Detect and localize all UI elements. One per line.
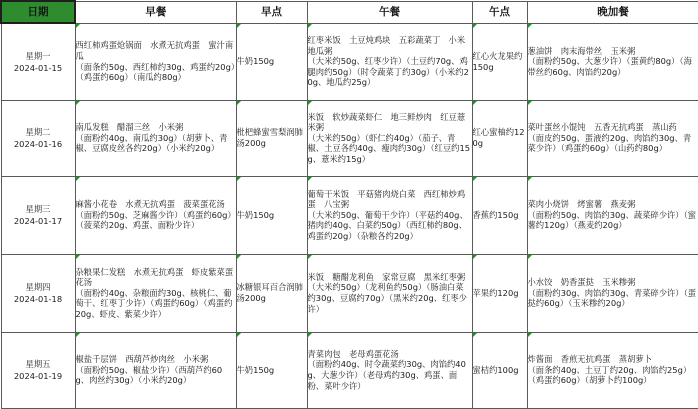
cell-text: 红枣米饭 土豆炖鸡块 五彩蔬菜丁 小米地瓜粥 （大米约50g、红枣少许）（土豆约70g、鸡腿肉约50g）（时令蔬菜丁约30g）（小米约20g、地瓜约25g） [308,35,472,88]
cell-comment-marker [237,255,241,259]
cell-comment-marker [76,255,80,259]
cell-comment-marker [473,333,477,337]
lunch-cell[interactable] [307,23,472,100]
cell-comment-marker [308,255,312,259]
cell-text: 苹果约120g [473,288,527,299]
cell-text: 牛奶150g [237,365,307,376]
header-lunch[interactable]: 午餐 [307,1,472,23]
afternoon-snack-cell[interactable] [472,23,527,100]
cell-comment-marker [308,177,312,181]
cell-comment-marker [237,333,241,337]
date-label: 2024-01-18 [2,293,75,305]
weekday-label: 星期二 [2,126,75,138]
cell-comment-marker [308,24,312,28]
morning-snack-cell[interactable] [236,23,307,100]
dinner-cell[interactable] [527,23,698,100]
date-cell[interactable] [1,332,75,408]
morning-snack-cell[interactable] [236,100,307,176]
cell-comment-marker [528,24,532,28]
afternoon-snack-cell[interactable] [472,176,527,254]
cell-text: 椒盐千层饼 西葫芦炒肉丝 小米粥 （面粉约50g、椒盐少许）（西葫芦约60g、肉丝约30g）（小米约20g） [76,354,236,386]
cell-text: 菜叶蛋丝小馄饨 五香无抗鸡蛋 蒸山药 （面皮约50g、蛋液约20g、肉馅约30g、青菜少许）（鸡蛋约60g）（山药约80g） [528,122,698,154]
cell-text: 蜜桔约100g [473,365,527,376]
date-cell[interactable] [1,23,75,100]
date-cell[interactable] [1,176,75,254]
cell-text: 牛奶150g [237,210,307,221]
cell-text: 青菜肉包 老母鸡蛋花汤 （面粉约40g、时令蔬菜约30g、肉馅约40g、大葱少许）（老母鸡约30g、鸡蛋、面粉、菜叶少许） [308,349,472,391]
afternoon-snack-cell[interactable] [472,100,527,176]
cell-text: 红心蜜柚约120g [473,127,527,148]
date-label: 2024-01-19 [2,370,75,382]
lunch-cell[interactable] [307,254,472,332]
date-label: 2024-01-17 [2,215,75,227]
morning-snack-cell[interactable] [236,176,307,254]
weekday-label: 星期三 [2,203,75,215]
dinner-cell[interactable] [527,254,698,332]
cell-text: 牛奶150g [237,56,307,67]
cell-text: 冰糖银耳百合润肺汤200g [237,282,307,303]
cell-comment-marker [308,333,312,337]
weekday-label: 星期一 [2,50,75,62]
breakfast-cell[interactable] [75,332,236,408]
cell-text: 西红柿鸡蛋炝锅面 水煮无抗鸡蛋 蜜汁南瓜 （面条约50g、西红柿约30g、鸡蛋约20g）（鸡蛋约60g）（南瓜约80g） [76,40,236,82]
cell-text: 菜肉小烧饼 烤蜜薯 燕麦粥 （面粉约50g、肉馅约30g、蔬菜碎少许）（蜜薯约120g）（燕麦约20g） [528,199,698,231]
weekday-label: 星期五 [2,358,75,370]
date-label: 2024-01-15 [2,62,75,74]
cell-text: 小水饺 奶香蛋挞 玉米糁粥 （面粉约30g、肉馅约30g、青菜碎少许）（蛋挞约60g）（玉米糁约20g） [528,277,698,309]
cell-text: 葡萄干米饭 平菇猪肉烧白菜 西红柿炒鸡蛋 八宝粥 （大米约50g、葡萄干少许）（平菇约40g、猪肉约40g、白菜约50g）（西红柿约80g、鸡蛋约20g）（杂粮各约20g） [308,189,472,242]
cell-comment-marker [473,177,477,181]
cell-comment-marker [528,177,532,181]
cell-comment-marker [473,24,477,28]
header-morning-snack[interactable]: 早点 [236,1,307,23]
morning-snack-cell[interactable] [236,254,307,332]
breakfast-cell[interactable] [75,100,236,176]
cell-text: 枇杷蜂蜜雪梨润肺汤200g [237,127,307,148]
afternoon-snack-cell[interactable] [472,254,527,332]
dinner-cell[interactable] [527,100,698,176]
cell-comment-marker [237,101,241,105]
breakfast-cell[interactable] [75,254,236,332]
dinner-cell[interactable] [527,176,698,254]
cell-text: 炸酱面 香煎无抗鸡蛋 蒸胡萝卜 （面条约40g、土豆丁约20g、肉馅约25g）（鸡蛋约60g）（胡萝卜约100g） [528,354,698,386]
table-row [1,23,698,100]
cell-comment-marker [528,101,532,105]
cell-comment-marker [76,177,80,181]
lunch-cell[interactable] [307,176,472,254]
cell-text: 香蕉约150g [473,210,527,221]
date-label: 2024-01-16 [2,138,75,150]
date-cell[interactable] [1,254,75,332]
header-row [1,1,698,23]
header-date[interactable]: 日期 [1,1,75,23]
lunch-cell[interactable] [307,100,472,176]
header-breakfast[interactable]: 早餐 [75,1,236,23]
header-afternoon-snack[interactable]: 午点 [472,1,527,23]
table-row [1,254,698,332]
cell-text: 米饭 软炒蔬菜虾仁 地三鲜炒肉 红豆薏米粥 （大米约50g）（虾仁约40g）（茄子、青椒、土豆各约40g、瘦肉约30g）（红豆约15g、薏米约15g） [308,112,472,165]
cell-comment-marker [237,24,241,28]
date-cell[interactable] [1,100,75,176]
dinner-cell[interactable] [527,332,698,408]
cell-comment-marker [528,255,532,259]
cell-comment-marker [76,101,80,105]
cell-text: 葱油饼 肉末海带丝 玉米粥 （面粉约50g、大葱少许）（蛋黄约80g）（海带丝约60g、肉馅约20g） [528,46,698,78]
cell-text: 杂粮果仁发糕 水煮无抗鸡蛋 虾皮紫菜蛋花汤 （面粉约40g、杂粮面约30g、核桃仁、葡萄干、红枣丁少许）（鸡蛋约60g）（鸡蛋约20g、虾皮、紫菜少许） [76,267,236,320]
cell-text: 米饭 糖醋龙利鱼 家常豆腐 黑米红枣粥 （大米约50g）（龙利鱼约50g）（肠油白菜约30g、豆腐约70g）（黑米约20g、红枣少许） [308,272,472,314]
table-row [1,332,698,408]
cell-text: 南瓜发糕 醋溜三丝 小米粥 （面粉约40g、南瓜约30g）（胡萝卜、青椒、豆腐皮丝各约20g）（小米约20g） [76,122,236,154]
table-row [1,100,698,176]
lunch-cell[interactable] [307,332,472,408]
cell-comment-marker [308,101,312,105]
breakfast-cell[interactable] [75,23,236,100]
cell-comment-marker [76,333,80,337]
cell-comment-marker [473,255,477,259]
cell-comment-marker [237,177,241,181]
cell-comment-marker [473,101,477,105]
breakfast-cell[interactable] [75,176,236,254]
morning-snack-cell[interactable] [236,332,307,408]
cell-comment-marker [76,24,80,28]
weekday-label: 星期四 [2,281,75,293]
afternoon-snack-cell[interactable] [472,332,527,408]
cell-comment-marker [528,333,532,337]
table-row [1,176,698,254]
cell-text: 红心火龙果约150g [473,51,527,72]
header-dinner[interactable]: 晚加餐 [527,1,698,23]
cell-text: 麻酱小花卷 水煮无抗鸡蛋 菠菜蛋花汤 （面粉约50g、芝麻酱少许）（鸡蛋约60g）（菠菜约20g、鸡蛋、面粉少许） [76,199,236,231]
